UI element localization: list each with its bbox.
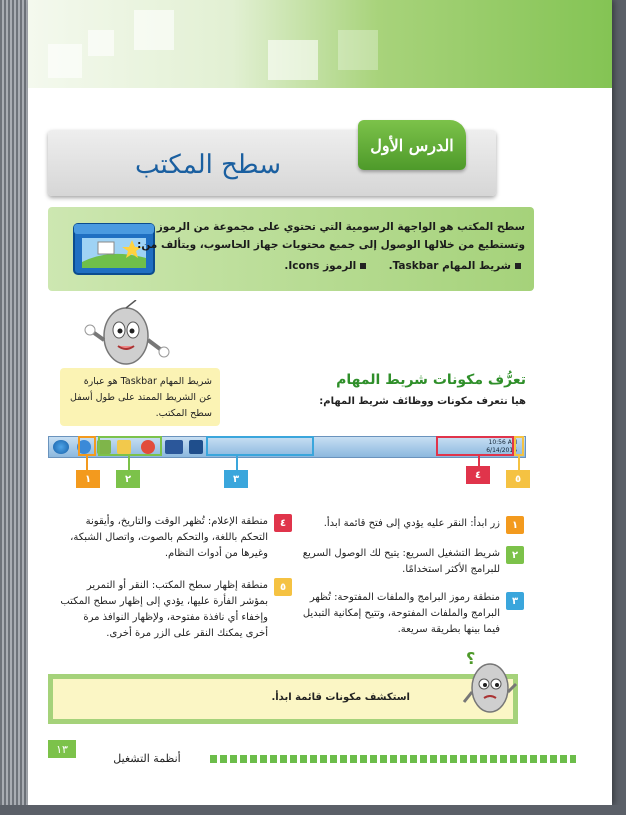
clock-time: 10:56 AM [488, 439, 517, 446]
bottom-edge [0, 805, 626, 815]
callout-2: ٢ [116, 470, 140, 488]
bullet-marker [360, 263, 366, 269]
item-number-1: ١ [506, 516, 524, 534]
start-button-icon [53, 440, 69, 454]
highlight-start [78, 436, 96, 456]
section-subtitle: هيا نتعرف مكونات ووظائف شريط المهام: [319, 396, 526, 407]
callout-1: ١ [76, 470, 100, 488]
item-number-3: ٣ [506, 592, 524, 610]
item-open-programs: منطقة رموز البرامج والملفات المفتوحة: تُظهر البرامج والملفات المفتوحة، وتتيح إمكانية التبديل فيما بينها بطريقة سريعة. [302, 592, 500, 635]
mouse-mascot-icon [84, 300, 174, 372]
intro-bullet-icons: الرموز Icons. [284, 260, 357, 272]
activity-text: استكشف مكونات قائمة ابدأ. [271, 692, 410, 703]
item-notification-area: منطقة الإعلام: تُظهر الوقت والتاريخ، وأيقونة التحكم باللغة، والتحكم بالصوت، واتصال الشبكة، وغيرها من أدوات النظام. [70, 516, 268, 559]
right-edge [612, 0, 626, 815]
footer-title: أنظمة التشغيل [113, 752, 181, 765]
highlight-quick-launch [98, 436, 162, 456]
item-start-button: زر ابدأ: النقر عليه يؤدي إلى فتح قائمة ابدأ. [323, 518, 500, 529]
top-decorative-band [28, 0, 612, 88]
lesson-title: سطح المكتب [134, 150, 282, 180]
taskbar-note: شريط المهام Taskbar هو عبارة عن الشريط الممتد على طول أسفل سطح المكتب. [60, 368, 220, 426]
page-stack-edge [0, 0, 30, 815]
page-number: ١٣ [48, 740, 76, 758]
question-mark: ؟ [466, 649, 476, 668]
clock-date: 6/14/2016 [486, 447, 517, 454]
item-quick-launch: شريط التشغيل السريع: يتيح لك الوصول السريع للبرامج الأكثر استخدامًا. [302, 548, 500, 575]
item-number-2: ٢ [506, 546, 524, 564]
thinking-mascot-icon [456, 648, 526, 718]
bullet-marker [515, 263, 521, 269]
callout-5: ٥ [506, 470, 530, 488]
highlight-show-desktop [514, 436, 524, 456]
highlight-open-apps [206, 436, 314, 456]
lesson-tab: الدرس الأول [358, 120, 466, 170]
item-number-5: ٥ [274, 578, 292, 596]
intro-paragraph: سطح المكتب هو الواجهة الرسومية التي تحتوي على مجموعة من الرموز وتستطيع من خلالها الوصول إلى جميع محتويات جهاز الحاسوب، ويتألف من: [137, 221, 525, 251]
footer-decorative-bar [210, 755, 576, 763]
item-number-4: ٤ [274, 514, 292, 532]
item-show-desktop: منطقة إظهار سطح المكتب: النقر أو التمرير بمؤشر الفأرة عليها، يؤدي إلى إظهار سطح المكتب وإخفاء أي نافذة مفتوحة، ولإظهار النوافذ مرة أخرى يمكنك النقر على الزر مرة أخرى. [60, 580, 268, 639]
intro-bullet-taskbar: شريط المهام Taskbar. [388, 260, 511, 272]
callout-3: ٣ [224, 470, 248, 488]
highlight-notification [436, 436, 514, 456]
word-icon [165, 440, 183, 454]
section-title: تعرُّف مكونات شريط المهام [336, 372, 526, 388]
intro-bullets [240, 260, 525, 272]
callout-4: ٤ [466, 466, 490, 484]
app-icon [189, 440, 203, 454]
